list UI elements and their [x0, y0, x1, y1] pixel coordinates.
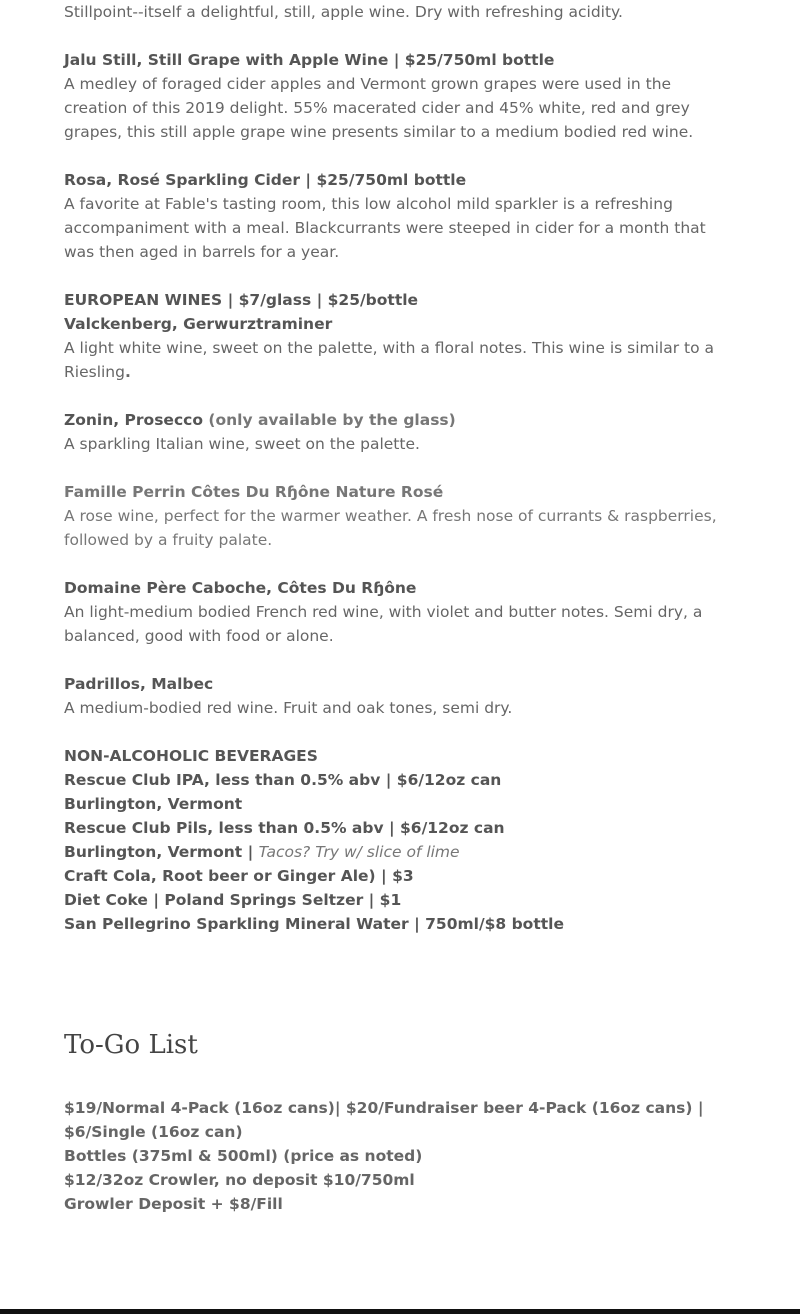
- wine-title: Jalu Still, Still Grape with Apple Wine | $25/750ml bottle: [64, 51, 555, 69]
- non-alcoholic-section: [64, 744, 736, 936]
- wine-title: Famille Perrin Côtes Du Rɧône Nature Rosé: [64, 483, 444, 501]
- wine-description: A medley of foraged cider apples and Vermont grown grapes were used in the creation of this 2019 delight. 55% macerated cider and 45% white, red and grey grapes, this still apple grape wine presents similar to a medium bodied red wine.: [64, 75, 694, 141]
- to-go-line: Growler Deposit + $8/Fill: [64, 1195, 283, 1213]
- beverage-item: Rescue Club Pils, less than 0.5% abv | $6/12oz can: [64, 819, 505, 837]
- availability-note: (only available by the glass): [202, 411, 456, 429]
- intro-block: [64, 0, 736, 24]
- wine-item-domaine-pere-caboche: [64, 576, 736, 648]
- wine-description: A sparkling Italian wine, sweet on the palette.: [64, 435, 420, 453]
- wine-item-padrillos: [64, 672, 736, 720]
- beverage-item: San Pellegrino Sparkling Mineral Water | 750ml/$8 bottle: [64, 915, 564, 933]
- serving-suggestion: Tacos? Try w/ slice of lime: [258, 843, 460, 861]
- wine-title: Padrillos, Malbec: [64, 675, 214, 693]
- beverage-item: Craft Cola, Root beer or Ginger Ale) | $3: [64, 867, 414, 885]
- wine-description: [64, 336, 736, 384]
- wine-description: A rose wine, perfect for the warmer weather. A fresh nose of currants & raspberries, followed by a fruity palate.: [64, 507, 717, 549]
- wine-description-text: A light white wine, sweet on the palette, with a floral notes. This wine is similar to a Riesling: [64, 339, 715, 381]
- beverage-item: Diet Coke | Poland Springs Seltzer | $1: [64, 891, 402, 909]
- wine-title: Zonin, Prosecco: [64, 411, 203, 429]
- wine-item-jalu: [64, 48, 736, 144]
- to-go-list: [64, 1096, 736, 1216]
- wine-title: Valckenberg, Gerwurztraminer: [64, 315, 333, 333]
- wine-description: An light-medium bodied French red wine, with violet and butter notes. Semi dry, a balanced, good with food or alone.: [64, 603, 703, 645]
- beverage-origin-line: [64, 840, 736, 864]
- wine-item-rosa: [64, 168, 736, 264]
- wine-description-period: .: [124, 363, 131, 381]
- wine-description: A favorite at Fable's tasting room, this low alcohol mild sparkler is a refreshing accompaniment with a meal. Blackcurrants were steeped in cider for a month that was then aged in barrels for a year.: [64, 195, 706, 261]
- to-go-line: Bottles (375ml & 500ml) (price as noted): [64, 1147, 423, 1165]
- menu-content: [64, 0, 736, 960]
- beverage-item: Rescue Club IPA, less than 0.5% abv | $6/12oz can: [64, 771, 502, 789]
- european-wines-heading: EUROPEAN WINES | $7/glass | $25/bottle: [64, 291, 419, 309]
- wine-description: A medium-bodied red wine. Fruit and oak tones, semi dry.: [64, 699, 513, 717]
- wine-title-line: [64, 408, 736, 432]
- to-go-heading: To-Go List: [64, 1030, 198, 1060]
- footer-bar: [0, 1309, 800, 1314]
- intro-text: Stillpoint--itself a delightful, still, apple wine. Dry with refreshing acidity.: [64, 3, 623, 21]
- wine-title: Domaine Père Caboche, Côtes Du Rɧône: [64, 579, 417, 597]
- beverage-origin: Burlington, Vermont: [64, 795, 243, 813]
- to-go-line: $12/32oz Crowler, no deposit $10/750ml: [64, 1171, 415, 1189]
- to-go-line: $19/Normal 4-Pack (16oz cans)| $20/Fundraiser beer 4-Pack (16oz cans) | $6/Single (16oz can): [64, 1099, 704, 1141]
- european-wines-section: [64, 288, 736, 384]
- wine-item-zonin: [64, 408, 736, 456]
- beverage-origin: Burlington, Vermont |: [64, 843, 259, 861]
- wine-title: Rosa, Rosé Sparkling Cider | $25/750ml bottle: [64, 171, 467, 189]
- non-alcoholic-heading: NON-ALCOHOLIC BEVERAGES: [64, 747, 318, 765]
- wine-item-famille-perrin: [64, 480, 736, 552]
